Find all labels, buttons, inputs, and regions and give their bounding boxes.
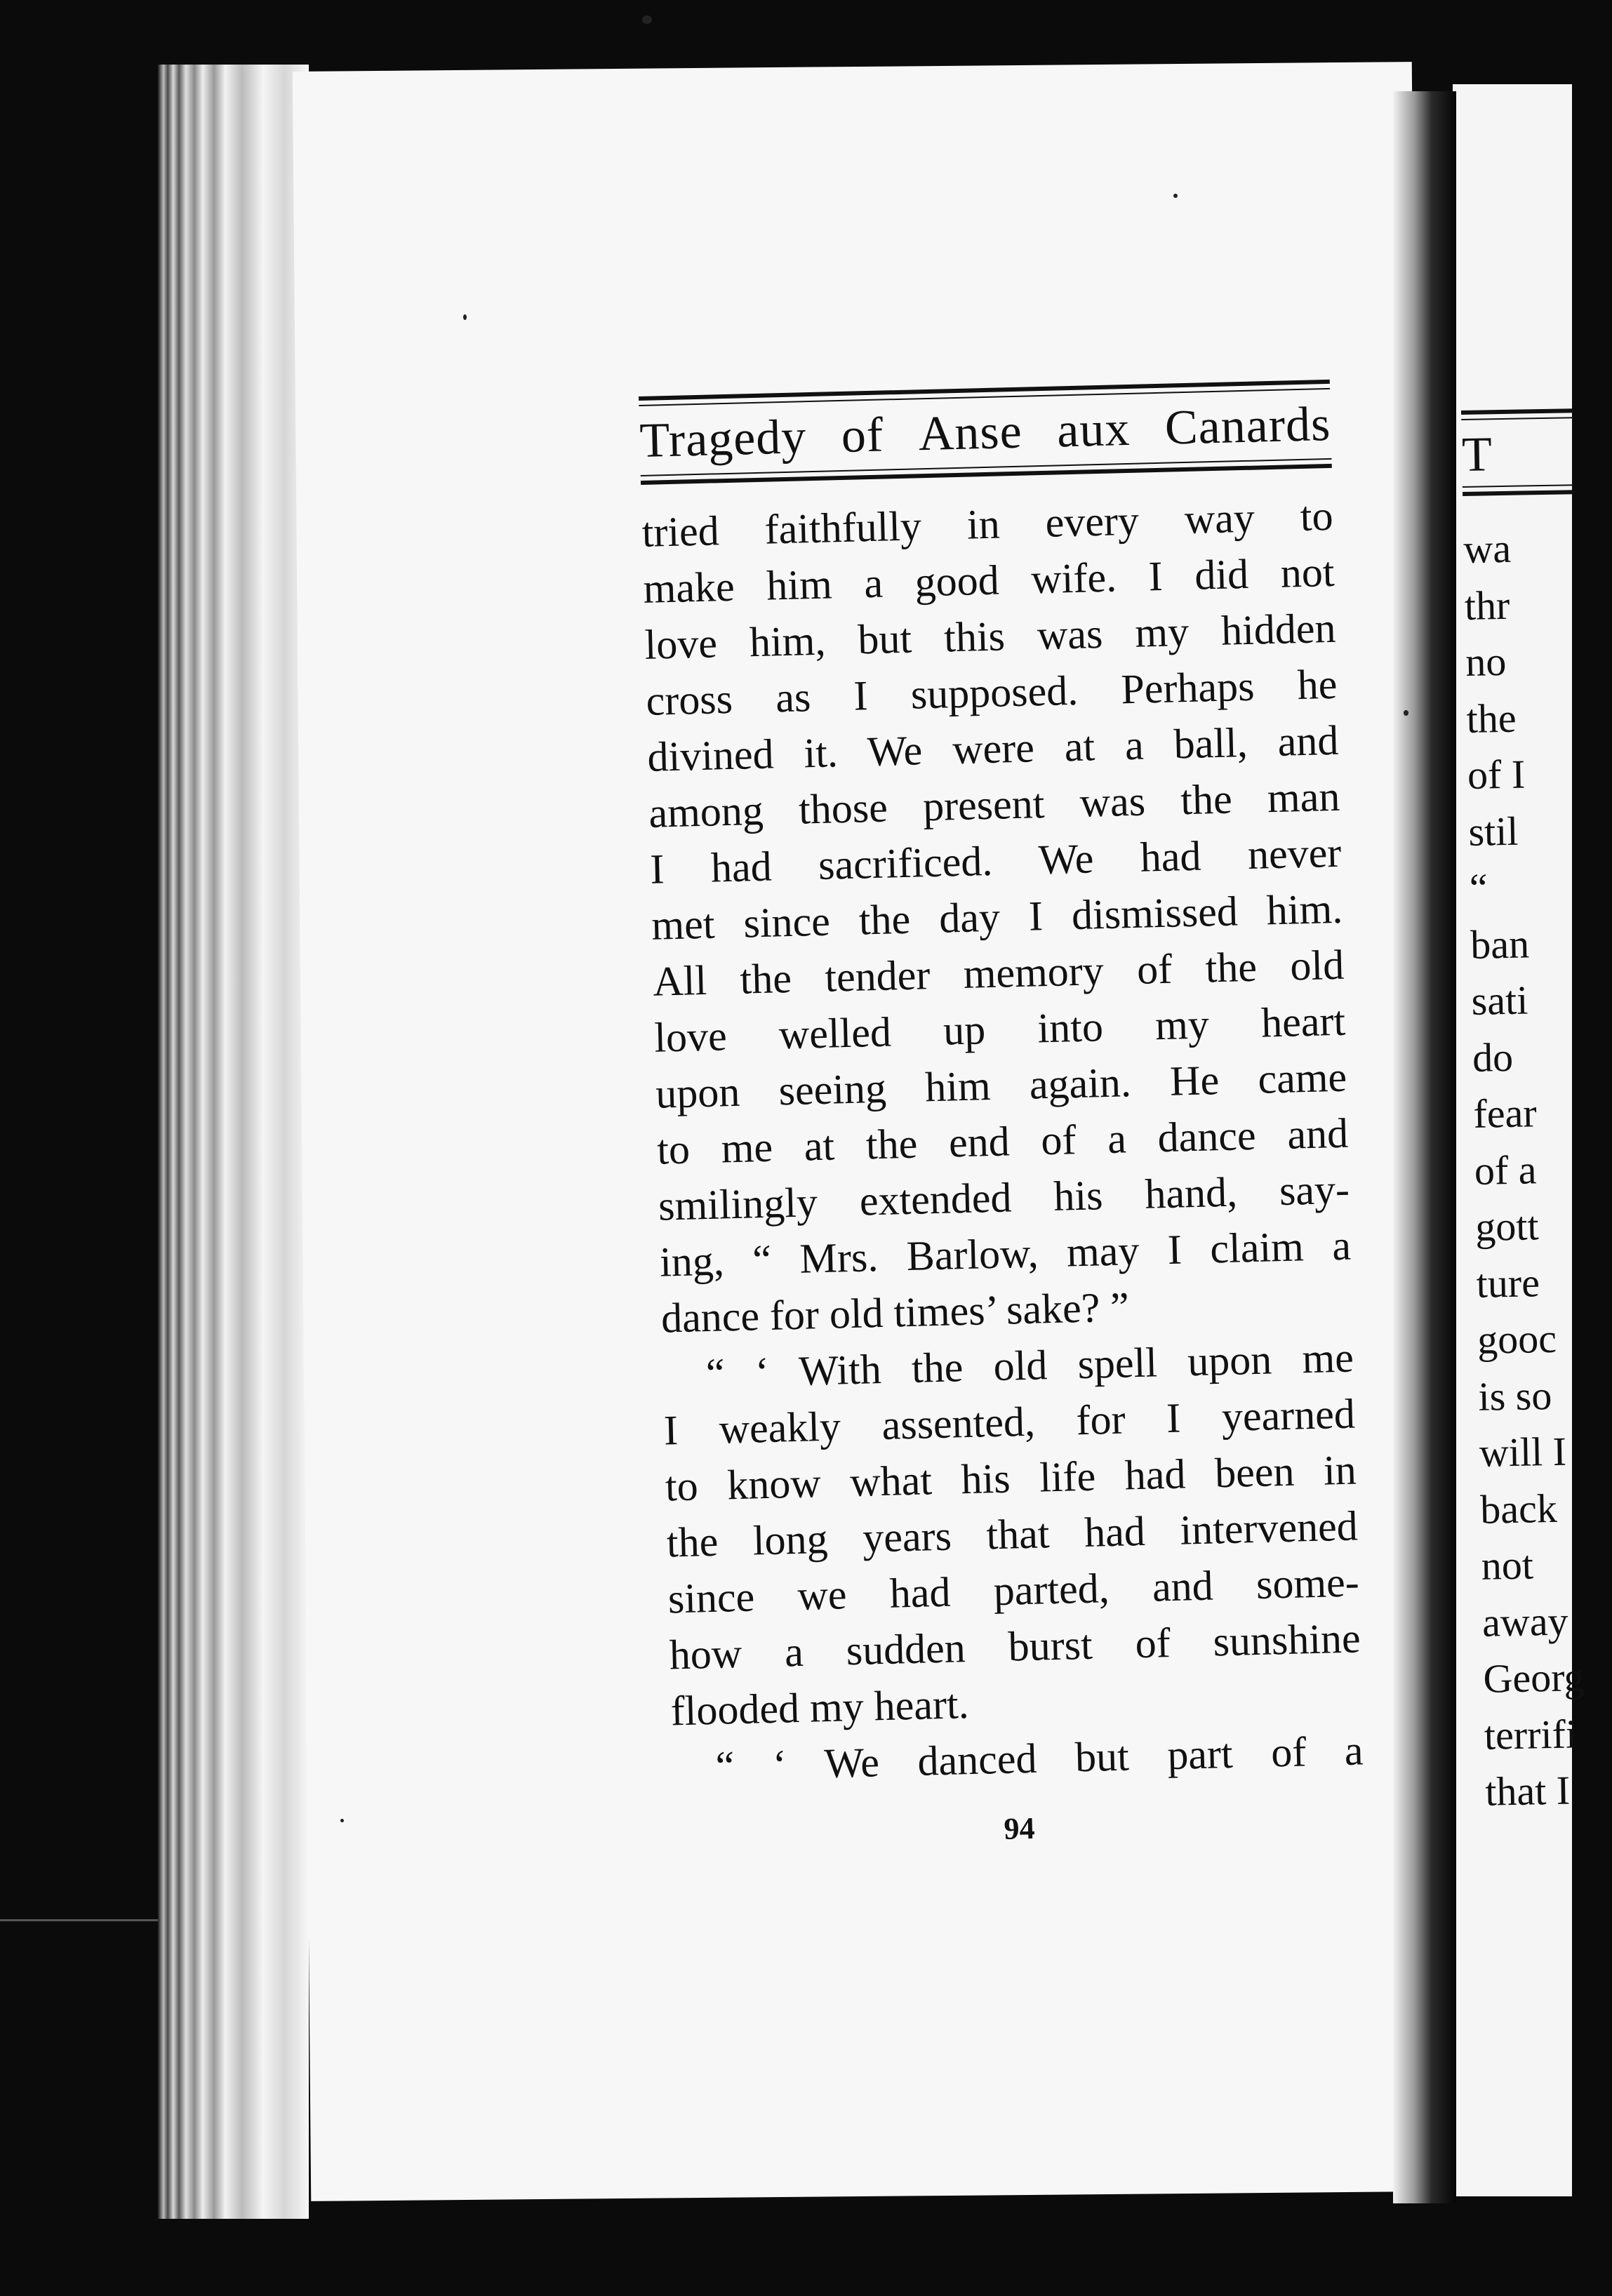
right-page-line-fragment: gooc: [1477, 1315, 1557, 1363]
right-page-line-fragment: is so: [1477, 1372, 1552, 1420]
text-line: since we had parted, and some-: [667, 1559, 1360, 1622]
right-page-line-fragment: do: [1472, 1034, 1514, 1081]
page-edge-stack: [158, 65, 309, 2219]
right-page-line-fragment: of a: [1474, 1146, 1538, 1194]
text-line: upon seeing him again. He came: [655, 1053, 1347, 1117]
text-line: flooded my heart.: [670, 1681, 970, 1735]
right-page-line-fragment: the: [1466, 695, 1517, 742]
right-page-content: [1461, 408, 1612, 1820]
running-head-word: Canards: [1164, 396, 1332, 455]
right-running-head: T: [1461, 427, 1493, 482]
running-head-word: Tragedy: [639, 410, 808, 468]
text-line: I weakly assented, for I yearned: [663, 1390, 1356, 1454]
right-page-line-fragment: sati: [1471, 977, 1528, 1024]
text-line: “ ‘ We danced but part of a: [714, 1727, 1364, 1789]
right-page-line-fragment: of I: [1467, 751, 1526, 798]
running-head-word: aux: [1056, 401, 1131, 458]
right-page-line-fragment: gott: [1474, 1203, 1540, 1250]
right-page-line-fragment: will I: [1479, 1428, 1567, 1476]
text-line: “ ‘ With the old spell upon me: [705, 1334, 1354, 1397]
right-page-line-fragment: ban: [1470, 920, 1530, 968]
left-page-content: [639, 380, 1366, 1858]
right-page-line-fragment: not: [1481, 1542, 1534, 1589]
text-line: make him a good wife. I did not: [642, 548, 1335, 612]
dust-speck: [1173, 194, 1178, 198]
right-page-line-fragment: wa: [1463, 525, 1512, 572]
right-page-fragments: [1463, 519, 1612, 1820]
right-page-line-fragment: stil: [1467, 808, 1519, 855]
text-line: I had sacrificed. We had never: [649, 829, 1342, 893]
text-line: love him, but this was my hidden: [644, 604, 1337, 668]
right-page-line-fragment: “: [1469, 865, 1488, 911]
page-number: 94: [1003, 1810, 1036, 1846]
dust-speck: [642, 15, 652, 24]
text-line: dance for old times’ sake? ”: [660, 1283, 1130, 1342]
right-page-line-fragment: no: [1465, 638, 1507, 685]
text-line: divined it. We were at a ball, and: [646, 716, 1340, 780]
right-header-rule-top-thin: [1461, 417, 1573, 420]
right-header-rule-bottom: [1463, 490, 1575, 496]
text-line: how a sudden burst of sunshine: [669, 1615, 1361, 1678]
right-page-line-fragment: that I: [1484, 1767, 1571, 1815]
text-line: tried faithfully in every way to: [641, 492, 1334, 556]
text-line: All the tender memory of the old: [652, 941, 1345, 1005]
right-page-line-fragment: away: [1481, 1598, 1569, 1646]
right-page-line-fragment: back: [1479, 1485, 1558, 1533]
text-line: to know what his life had been in: [665, 1446, 1357, 1510]
text-line: met since the day I dismissed him.: [651, 885, 1343, 949]
text-line: ing, “ Mrs. Barlow, may I claim a: [659, 1222, 1352, 1286]
text-line: cross as I supposed. Perhaps he: [645, 660, 1338, 724]
right-page-line-fragment: ture: [1476, 1259, 1540, 1307]
running-head-word: of: [840, 408, 885, 463]
dust-speck: [1404, 710, 1408, 716]
right-page-line-fragment: terrifi: [1484, 1710, 1578, 1758]
body-text: [641, 488, 1364, 1796]
text-line: smilingly extended his hand, say-: [658, 1166, 1350, 1229]
dust-speck: [340, 1819, 344, 1822]
text-line: among those present was the man: [648, 773, 1341, 836]
text-line: love welled up into my heart: [653, 997, 1346, 1061]
right-page-line-fragment: thr: [1464, 582, 1510, 629]
right-page-line-fragment: Georg: [1482, 1654, 1585, 1702]
right-page-line-fragment: fear: [1472, 1090, 1538, 1137]
running-head-word: Anse: [917, 404, 1023, 462]
text-line: the long years that had intervened: [666, 1502, 1359, 1566]
text-line: to me at the end of a dance and: [656, 1109, 1349, 1173]
dust-speck: [463, 314, 467, 320]
book-gutter: [1393, 91, 1456, 2203]
